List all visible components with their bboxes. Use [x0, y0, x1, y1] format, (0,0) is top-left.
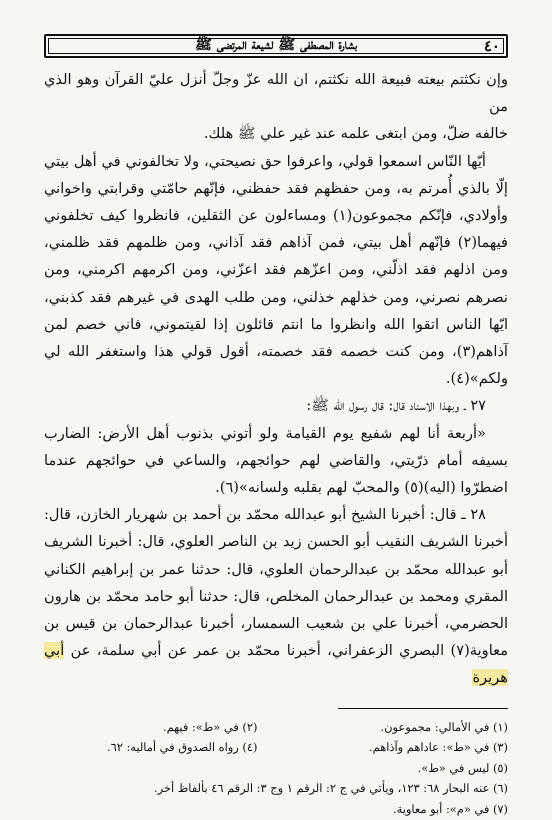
footnote-5: (٥) ليس في «ط».	[417, 760, 508, 775]
paragraph: أيّها النّاس اسمعوا قولي، واعرفوا حق نصيحتي، ولا تخالفوني في أهل بيتي إلّا بالذي أُمرتم به، ومن حفظهم فقد حفظني، فإنّهم حامّتي وقرابتي واخواني وأولادي، فإنّكم مجموعون(١) ومساءلون عن الثقلين، فانظروا كيف تخلفوني فيهما(٢) فإنّهم أهل بيتي، فمن آذاهم فقد آذاني، ومن ظلمهم فقد ظلمني، ومن اذلهم فقد اذلّني، ومن اعزّهم فقد اعزّني، ومن اكرمهم اكرمني، ومن نصرهم نصرني، ومن خذلهم خذلني، ومن طلب الهدى في غيرهم فقد كذبني، ايّها الناس اتقوا الله وانظروا ما انتم قائلون إذا لقيتموني، فاني خصم لمن آذاهم(٣)، ومن كنت خصمه فقد خصمته، أقول قولي هذا واستغفر الله لي ولكم»(٤).	[44, 152, 508, 388]
footnote-row	[44, 717, 508, 738]
text-line: خالفه ضلّ، ومن ابتغى علمه عند غير علي ﷺ هلك.	[203, 125, 508, 143]
footnote-1: (١) في الأمالي: مجموعون.	[380, 719, 508, 734]
footnote-divider	[338, 708, 508, 709]
page-number: ٤٠	[483, 37, 500, 55]
footnote-row	[44, 737, 508, 758]
hadith-heading-27: ٢٧ ـ وبهذا الاسناد قال: قال رسول الله ﷺ:	[306, 397, 486, 415]
hadith-28-chain: ٢٨ ـ قال: أخبرنا الشيخ أبو عبدالله محمّد بن أحمد بن شهريار الخازن، قال: أخبرنا الشريف النقيب أبو الحسن زيد بن الناصر العلوي، قال: أخبرنا الشريف أبو عبدالله محمّد بن عبدالرحمان العلوي، قال: حدثنا عمر بن إبراهيم الكناني المقري ومحمد بن عبدالرحمان المخلص، قال: حدثنا أبو حامد محمّد بن هارون الحضرمي، أخبرنا علي بن شعيب السمسار، أخبرنا عبدالرحمان بن قيس بن معاوية(٧) البصري الزعفراني، أخبرنا محمّد بن عمر عن أبي سلمة، عن	[44, 506, 509, 660]
footnote-3: (٣) في «ط»: عاداهم وآذاهم.	[369, 740, 508, 755]
footnote-4: (٤) رواه الصدوق في أماليه: ٦٢.	[106, 740, 258, 755]
running-title: بشارة المصطفى ﷺ لشيعة المرتضى ﷺ	[194, 37, 358, 53]
footnotes	[44, 717, 508, 820]
text-line: وإن نكثتم بيعته فبيعة الله نكثتم، ان الله عزّ وجلّ أنزل عليّ القرآن وهو الذي من	[44, 71, 508, 116]
footnote-6: (٦) عنه البحار ٦٨: ١٢٣، ويأتي في ج ٢: الرقم ١ وج ٣: الرقم ٤٦ بألفاظ أخر.	[154, 781, 508, 796]
hadith-27-text: «أربعة أنا لهم شفيع يوم القيامة ولو أتوني بذنوب أهل الأرض: الضارب بسيفه أمام ذرّيتي، والقاضي لهم حوائجهم، والساعي في حوائجهم عندما اضطرّوا (اليه)(٥) والمحبّ لهم بقلبه ولسانه»(٦).	[44, 424, 508, 497]
highlighted-text: أبي هريرة	[44, 642, 508, 687]
footnote-7: (٧) في «م»: أبو معاوية.	[393, 802, 508, 817]
footnote-2: (٢) في «ط»: فيهم.	[162, 719, 258, 734]
hadith-28-text	[44, 501, 508, 691]
page-header	[44, 34, 508, 58]
main-text	[44, 66, 508, 692]
